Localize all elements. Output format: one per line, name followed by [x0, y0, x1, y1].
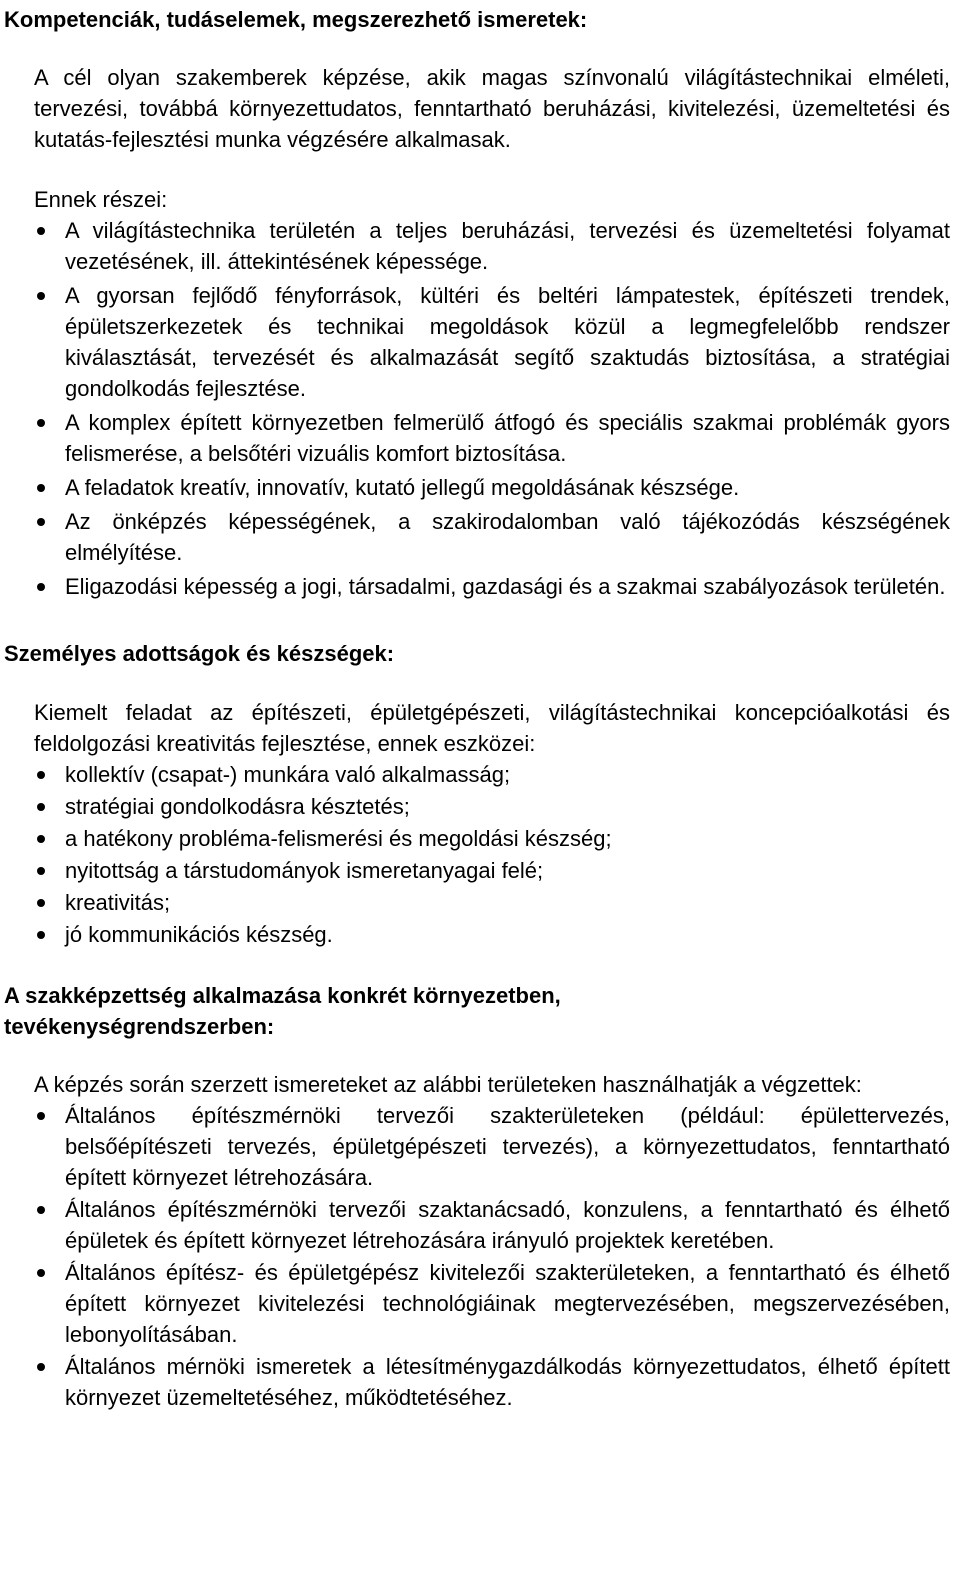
list-item: nyitottság a társtudományok ismeretanyagai felé; [4, 855, 950, 886]
list-item: Általános építészmérnöki tervezői szaktanácsadó, konzulens, a fenntartható és élhető épületek és épített környezet létrehozására irányuló projektek keretében. [4, 1194, 950, 1256]
list-item: jó kommunikációs készség. [4, 919, 950, 950]
bullet-icon [37, 484, 45, 492]
list-item: A feladatok kreatív, innovatív, kutató jellegű megoldásának készsége. [4, 472, 950, 503]
bullet-icon [37, 227, 45, 235]
personal-skills-intro-paragraph: Kiemelt feladat az építészeti, épületgépészeti, világítástechnikai koncepcióalkotási és feldolgozási kreativitás fejlesztése, ennek eszközei: [34, 700, 950, 756]
bullet-icon [37, 1112, 45, 1120]
personal-skills-list [4, 759, 950, 950]
bullet-icon [37, 1269, 45, 1277]
list-item: A gyorsan fejlődő fényforrások, kültéri és beltéri lámpatestek, építészeti trendek, épületszerkezetek és technikai megoldások közül a legmegfelelőbb rendszer kiválasztását, tervezését és alkalmazását segítő szaktudás biztosítása, a stratégiai gondolkodás fejlesztése. [4, 280, 950, 404]
list-item: kreativitás; [4, 887, 950, 918]
application-list [4, 1100, 950, 1413]
competencies-list [4, 215, 950, 602]
list-item: kollektív (csapat-) munkára való alkalmasság; [4, 759, 950, 790]
list-item: Általános építészmérnöki tervezői szakterületeken (például: épülettervezés, belsőépítészeti tervezés, épületgépészeti tervezés), a környezettudatos, fenntartható épített környezet létrehozására. [4, 1100, 950, 1193]
application-intro-paragraph: A képzés során szerzett ismereteket az alábbi területeken használhatják a végzettek: [34, 1072, 862, 1097]
bullet-icon [37, 835, 45, 843]
bullet-icon [37, 771, 45, 779]
list-item: A világítástechnika területén a teljes beruházási, tervezési és üzemeltetési folyamat vezetésének, ill. áttekintésének képessége. [4, 215, 950, 277]
list-item: Az önképzés képességének, a szakirodalomban való tájékozódás készségének elmélyítése. [4, 506, 950, 568]
section-heading-personal-skills: Személyes adottságok és készségek: [4, 641, 395, 666]
section-heading-line: A szakképzettség alkalmazása konkrét környezetben, [4, 983, 561, 1008]
list-item: stratégiai gondolkodásra késztetés; [4, 791, 950, 822]
bullet-icon [37, 803, 45, 811]
bullet-icon [37, 899, 45, 907]
list-item: Általános építész- és épületgépész kivitelezői szakterületeken, a fenntartható és élhető épített környezet kivitelezési technológiáinak megtervezésében, megszervezésében, lebonyolításában. [4, 1257, 950, 1350]
list-item: Eligazodási képesség a jogi, társadalmi, gazdasági és a szakmai szabályozások területén. [4, 571, 950, 602]
list-item: A komplex épített környezetben felmerülő átfogó és speciális szakmai problémák gyors felismerése, a belsőtéri vizuális komfort biztosítása. [4, 407, 950, 469]
section-heading-line: tevékenységrendszerben: [4, 1014, 275, 1039]
bullet-icon [37, 1206, 45, 1214]
competencies-intro-paragraph: A cél olyan szakemberek képzése, akik magas színvonalú világítástechnikai elméleti, tervezési, továbbá környezettudatos, fenntartható beruházási, kivitelezési, üzemeltetési és kutatás-fejlesztési munka végzésére alkalmasak. [34, 65, 950, 152]
competencies-subheading: Ennek részei: [34, 187, 168, 212]
bullet-icon [37, 1363, 45, 1371]
list-item: a hatékony probléma-felismerési és megoldási készség; [4, 823, 950, 854]
bullet-icon [37, 931, 45, 939]
section-heading-competencies: Kompetenciák, tudáselemek, megszerezhető ismeretek: [4, 7, 588, 32]
bullet-icon [37, 867, 45, 875]
bullet-icon [37, 518, 45, 526]
list-item: Általános mérnöki ismeretek a létesítménygazdálkodás környezettudatos, élhető épített környezet üzemeltetéséhez, működtetéséhez. [4, 1351, 950, 1413]
section-heading-application [4, 980, 950, 1042]
bullet-icon [37, 583, 45, 591]
bullet-icon [37, 292, 45, 300]
bullet-icon [37, 419, 45, 427]
